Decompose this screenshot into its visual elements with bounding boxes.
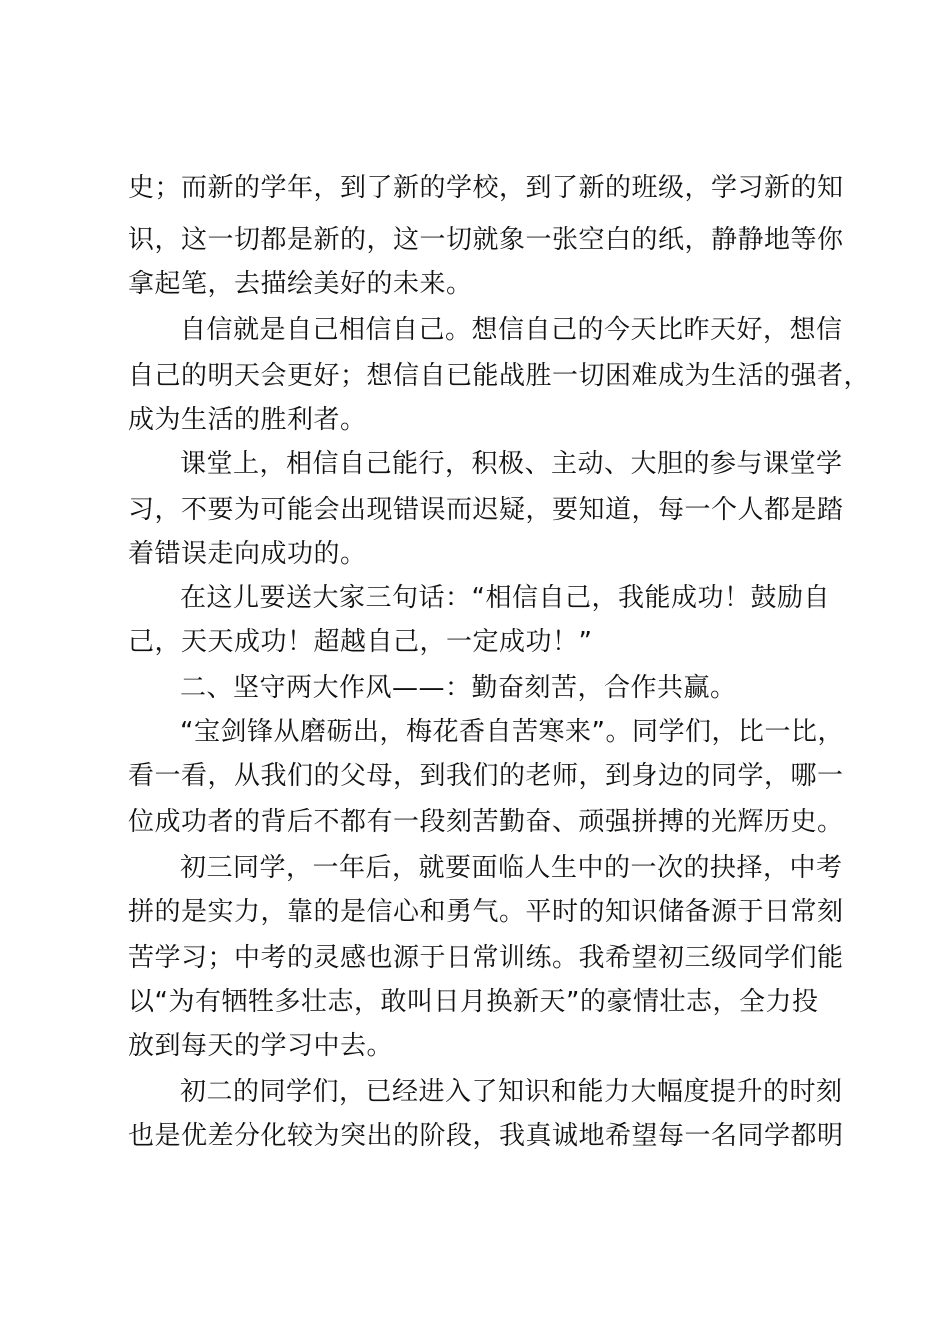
paragraph-first-line: 自信就是自己相信自己。想信自己的今天比昨天好，想信 — [180, 315, 843, 345]
text-line: 成为生活的胜利者。 — [128, 405, 367, 435]
text-line: 放到每天的学习中去。 — [128, 1031, 394, 1061]
text-line: 自己的明天会更好；想信自已能战胜一切困难成为生活的强者， — [128, 361, 871, 391]
paragraph-first-line: “宝剑锋从磨砺出，梅花香自苦寒来”。同学们，比一比， — [180, 717, 844, 747]
text-line: 拿起笔，去描绘美好的未来。 — [128, 269, 473, 299]
paragraph-first-line: 初三同学，一年后，就要面临人生中的一次的抉择，中考 — [180, 853, 843, 883]
text-line: 苦学习；中考的灵感也源于日常训练。我希望初三级同学们能 — [128, 943, 844, 973]
text-line: 拼的是实力，靠的是信心和勇气。平时的知识储备源于日常刻 — [128, 897, 844, 927]
paragraph-first-line: 课堂上，相信自己能行，积极、主动、大胆的参与课堂学 — [180, 449, 843, 479]
text-line: 看一看，从我们的父母，到我们的老师，到身边的同学，哪一 — [128, 761, 844, 791]
text-line: 史；而新的学年，到了新的学校，到了新的班级，学习新的知 — [128, 173, 844, 203]
text-line: 习，不要为可能会出现错误而迟疑，要知道，每一个人都是踏 — [128, 495, 844, 525]
paragraph-first-line: 初二的同学们，已经进入了知识和能力大幅度提升的时刻 — [180, 1077, 843, 1107]
text-line: 着错误走向成功的。 — [128, 539, 367, 569]
paragraph-first-line: 在这儿要送大家三句话：“相信自己，我能成功！鼓励自 — [180, 583, 830, 613]
text-line: 识，这一切都是新的，这一切就象一张空白的纸，静静地等你 — [128, 225, 844, 255]
text-line: 己，天天成功！超越自己，一定成功！” — [128, 627, 593, 657]
section-heading: 二、坚守两大作风——：勤奋刻苦，合作共赢。 — [180, 673, 737, 703]
text-line: 位成功者的背后不都有一段刻苦勤奋、顽强拼搏的光辉历史。 — [128, 807, 844, 837]
text-line: 以“为有牺牲多壮志，敢叫日月换新天”的豪情壮志，全力投 — [128, 987, 819, 1017]
text-line: 也是优差分化较为突出的阶段，我真诚地希望每一名同学都明 — [128, 1121, 844, 1151]
